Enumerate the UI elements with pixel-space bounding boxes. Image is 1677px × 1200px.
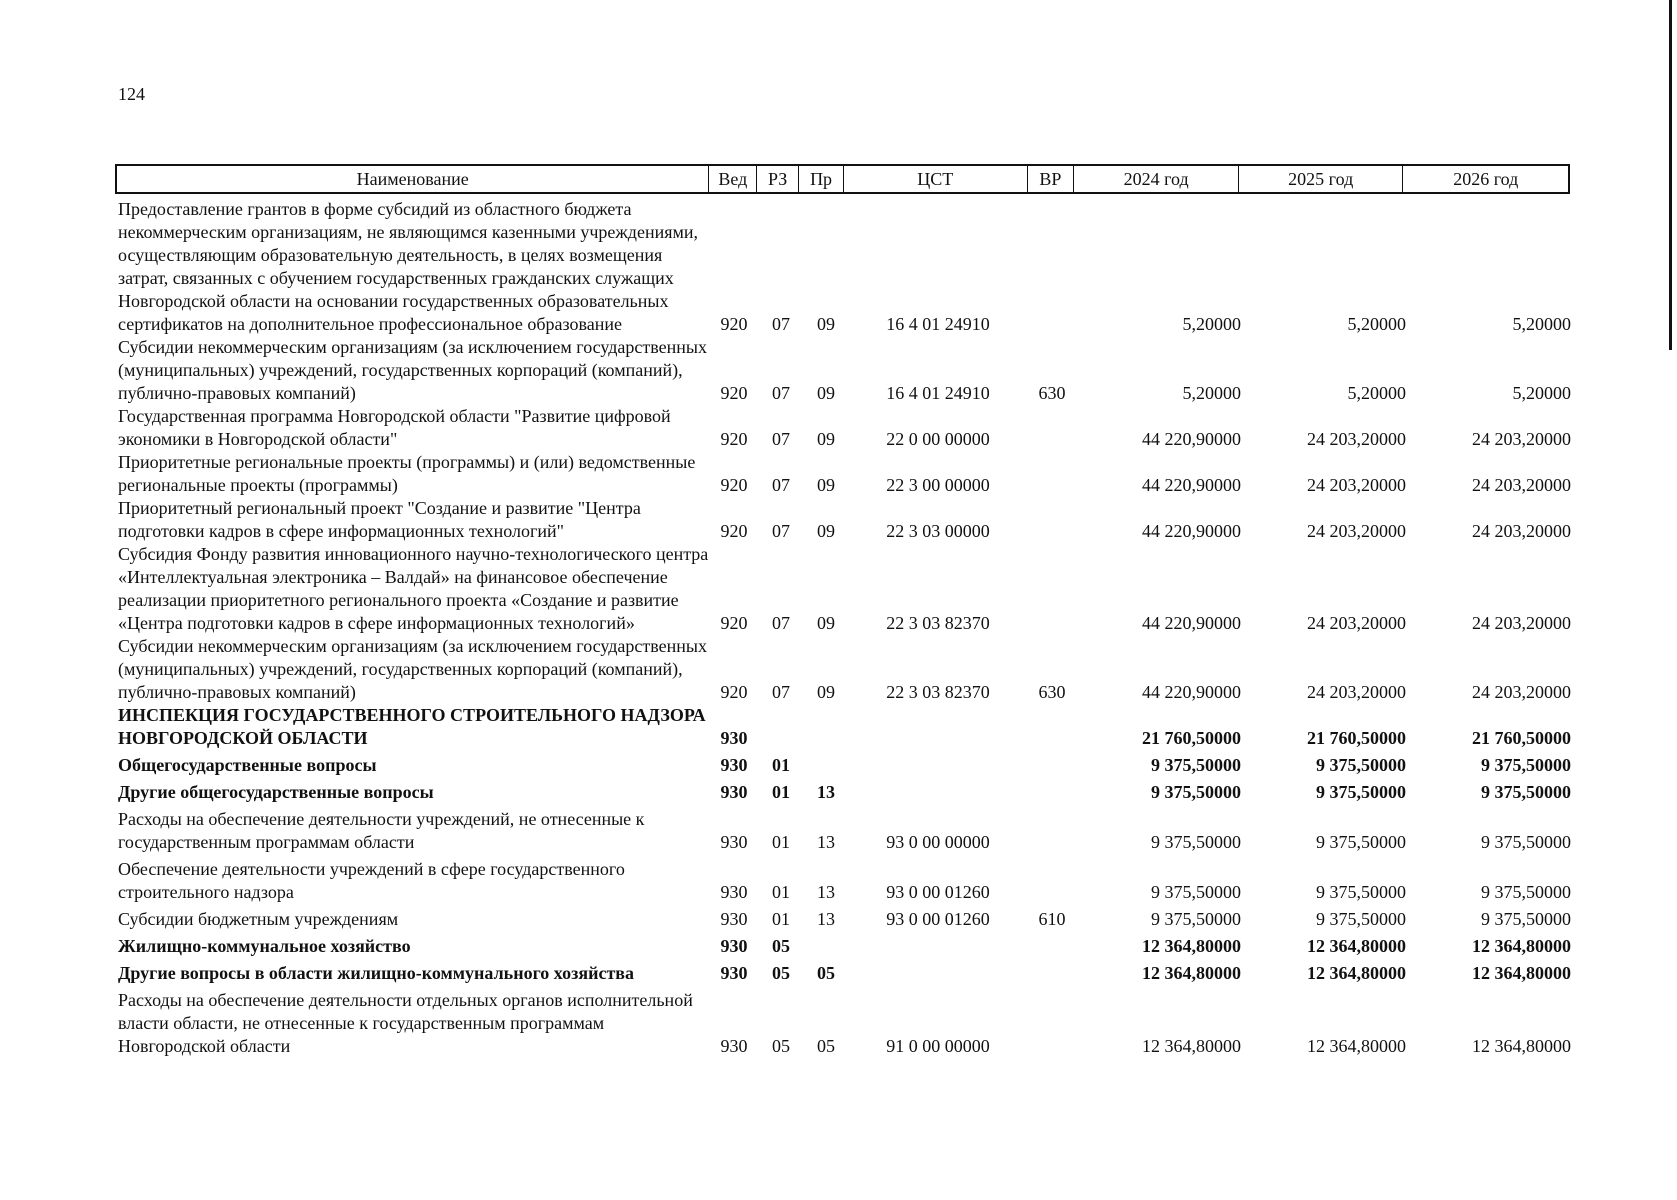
cell-rz: 01 bbox=[772, 782, 790, 802]
cell-pr: 05 bbox=[817, 1036, 835, 1056]
table-row bbox=[118, 704, 1578, 750]
cell-y2025: 24 203,20000 bbox=[1307, 429, 1406, 449]
cell-cst: 22 3 03 82370 bbox=[886, 682, 990, 702]
cell-ved: 920 bbox=[720, 475, 748, 495]
cell-rz: 07 bbox=[772, 682, 790, 702]
table-header bbox=[115, 164, 1570, 194]
header-ved: Вед bbox=[709, 166, 757, 192]
cell-name: Общегосударственные вопросы bbox=[118, 755, 377, 775]
cell-rz: 07 bbox=[772, 521, 790, 541]
table-row bbox=[118, 781, 1578, 804]
cell-cst: 16 4 01 24910 bbox=[886, 314, 990, 334]
table-row bbox=[118, 908, 1578, 931]
cell-y2026: 12 364,80000 bbox=[1472, 1036, 1571, 1056]
cell-pr: 09 bbox=[817, 383, 835, 403]
cell-y2024: 21 760,50000 bbox=[1142, 728, 1241, 748]
cell-rz: 01 bbox=[772, 832, 790, 852]
cell-vr: 630 bbox=[1038, 682, 1066, 702]
header-pr: Пр bbox=[799, 166, 844, 192]
cell-ved: 930 bbox=[720, 909, 748, 929]
cell-rz: 07 bbox=[772, 475, 790, 495]
cell-name: Субсидия Фонду развития инновационного научно-технологического центра «Интеллектуальная электроника – Валдай» на финансовое обеспечение реализации приоритетного регионального проекта «Создание и развитие «Центра подготовки кадров в сфере информационных технологий» bbox=[118, 544, 709, 633]
cell-y2025: 9 375,50000 bbox=[1316, 882, 1406, 902]
cell-y2024: 12 364,80000 bbox=[1142, 936, 1241, 956]
header-cst: ЦСТ bbox=[844, 166, 1028, 192]
cell-y2026: 24 203,20000 bbox=[1472, 475, 1571, 495]
cell-pr: 09 bbox=[817, 429, 835, 449]
cell-name: Обеспечение деятельности учреждений в сфере государственного строительного надзора bbox=[118, 859, 625, 902]
cell-pr: 13 bbox=[817, 882, 835, 902]
cell-y2024: 44 220,90000 bbox=[1142, 475, 1241, 495]
cell-y2026: 24 203,20000 bbox=[1472, 521, 1571, 541]
cell-name: Расходы на обеспечение деятельности учреждений, не отнесенные к государственным программам области bbox=[118, 809, 645, 852]
cell-y2024: 44 220,90000 bbox=[1142, 521, 1241, 541]
cell-y2025: 24 203,20000 bbox=[1307, 521, 1406, 541]
cell-cst: 93 0 00 00000 bbox=[886, 832, 990, 852]
cell-y2026: 5,20000 bbox=[1512, 383, 1571, 403]
cell-y2025: 24 203,20000 bbox=[1307, 475, 1406, 495]
cell-y2025: 9 375,50000 bbox=[1316, 909, 1406, 929]
cell-pr: 09 bbox=[817, 521, 835, 541]
cell-ved: 930 bbox=[720, 936, 748, 956]
table-body bbox=[118, 198, 1578, 1058]
cell-name: Жилищно-коммунальное хозяйство bbox=[118, 936, 411, 956]
cell-y2024: 44 220,90000 bbox=[1142, 429, 1241, 449]
table-row bbox=[118, 858, 1578, 904]
cell-y2025: 12 364,80000 bbox=[1307, 963, 1406, 983]
cell-pr: 13 bbox=[817, 782, 835, 802]
cell-y2026: 12 364,80000 bbox=[1472, 936, 1571, 956]
cell-ved: 920 bbox=[720, 682, 748, 702]
cell-y2024: 12 364,80000 bbox=[1142, 963, 1241, 983]
cell-cst: 22 3 00 00000 bbox=[886, 475, 990, 495]
cell-pr: 05 bbox=[817, 963, 835, 983]
cell-rz: 05 bbox=[772, 1036, 790, 1056]
header-rz: РЗ bbox=[757, 166, 799, 192]
cell-y2024: 44 220,90000 bbox=[1142, 682, 1241, 702]
cell-y2026: 24 203,20000 bbox=[1472, 682, 1571, 702]
table-row bbox=[118, 451, 1578, 497]
cell-y2024: 9 375,50000 bbox=[1151, 755, 1241, 775]
cell-ved: 920 bbox=[720, 314, 748, 334]
cell-pr: 09 bbox=[817, 475, 835, 495]
cell-y2024: 5,20000 bbox=[1182, 314, 1241, 334]
cell-pr: 09 bbox=[817, 314, 835, 334]
header-2025: 2025 год bbox=[1239, 166, 1404, 192]
cell-cst: 16 4 01 24910 bbox=[886, 383, 990, 403]
header-2024: 2024 год bbox=[1074, 166, 1239, 192]
cell-y2026: 9 375,50000 bbox=[1481, 782, 1571, 802]
cell-y2025: 5,20000 bbox=[1347, 383, 1406, 403]
cell-y2025: 24 203,20000 bbox=[1307, 613, 1406, 633]
cell-y2024: 9 375,50000 bbox=[1151, 832, 1241, 852]
cell-vr: 610 bbox=[1038, 909, 1066, 929]
cell-cst: 91 0 00 00000 bbox=[886, 1036, 990, 1056]
table-row bbox=[118, 754, 1578, 777]
table-row bbox=[118, 336, 1578, 405]
cell-y2025: 24 203,20000 bbox=[1307, 682, 1406, 702]
cell-y2026: 24 203,20000 bbox=[1472, 429, 1571, 449]
cell-y2025: 5,20000 bbox=[1347, 314, 1406, 334]
cell-ved: 920 bbox=[720, 383, 748, 403]
cell-name: Субсидии некоммерческим организациям (за исключением государственных (муниципальных) учреждений, государственных корпораций (компаний), публично-правовых компаний) bbox=[118, 636, 708, 702]
cell-name: Другие вопросы в области жилищно-коммунального хозяйства bbox=[118, 963, 635, 983]
cell-cst: 22 3 03 82370 bbox=[886, 613, 990, 633]
cell-rz: 07 bbox=[772, 429, 790, 449]
cell-cst: 22 3 03 00000 bbox=[886, 521, 990, 541]
cell-y2024: 9 375,50000 bbox=[1151, 882, 1241, 902]
cell-ved: 930 bbox=[720, 963, 748, 983]
page-number: 124 bbox=[118, 84, 145, 104]
cell-pr: 09 bbox=[817, 613, 835, 633]
cell-rz: 07 bbox=[772, 613, 790, 633]
cell-ved: 930 bbox=[720, 755, 748, 775]
cell-name: Государственная программа Новгородской области "Развитие цифровой экономики в Новгородской области" bbox=[118, 406, 671, 449]
cell-y2024: 9 375,50000 bbox=[1151, 909, 1241, 929]
cell-ved: 920 bbox=[720, 521, 748, 541]
cell-y2026: 9 375,50000 bbox=[1481, 882, 1571, 902]
cell-cst: 93 0 00 01260 bbox=[886, 882, 990, 902]
cell-ved: 930 bbox=[720, 832, 748, 852]
cell-pr: 09 bbox=[817, 682, 835, 702]
cell-y2024: 12 364,80000 bbox=[1142, 1036, 1241, 1056]
cell-ved: 930 bbox=[720, 728, 748, 748]
cell-y2025: 12 364,80000 bbox=[1307, 1036, 1406, 1056]
cell-rz: 01 bbox=[772, 755, 790, 775]
cell-y2026: 5,20000 bbox=[1512, 314, 1571, 334]
cell-rz: 01 bbox=[772, 882, 790, 902]
cell-rz: 07 bbox=[772, 383, 790, 403]
cell-name: Приоритетные региональные проекты (программы) и (или) ведомственные региональные проекты (программы) bbox=[118, 452, 696, 495]
table-row bbox=[118, 497, 1578, 543]
cell-name: Расходы на обеспечение деятельности отдельных органов исполнительной власти области, не отнесенные к государственным программам Новгородской области bbox=[118, 990, 693, 1056]
table-row bbox=[118, 405, 1578, 451]
cell-y2025: 21 760,50000 bbox=[1307, 728, 1406, 748]
cell-y2026: 9 375,50000 bbox=[1481, 832, 1571, 852]
cell-y2024: 44 220,90000 bbox=[1142, 613, 1241, 633]
table-row bbox=[118, 989, 1578, 1058]
cell-name: Субсидии некоммерческим организациям (за исключением государственных (муниципальных) учреждений, государственных корпораций (компаний), публично-правовых компаний) bbox=[118, 337, 708, 403]
table-row bbox=[118, 808, 1578, 854]
header-2026: 2026 год bbox=[1453, 168, 1519, 189]
cell-pr: 13 bbox=[817, 832, 835, 852]
table-row bbox=[118, 635, 1578, 704]
scan-edge-line bbox=[1669, 0, 1672, 350]
table-row bbox=[118, 198, 1578, 336]
cell-y2026: 9 375,50000 bbox=[1481, 909, 1571, 929]
cell-y2026: 24 203,20000 bbox=[1472, 613, 1571, 633]
cell-ved: 920 bbox=[720, 429, 748, 449]
table-row bbox=[118, 543, 1578, 635]
cell-y2026: 12 364,80000 bbox=[1472, 963, 1571, 983]
cell-y2025: 12 364,80000 bbox=[1307, 936, 1406, 956]
cell-y2024: 5,20000 bbox=[1182, 383, 1241, 403]
cell-ved: 930 bbox=[720, 782, 748, 802]
cell-y2024: 9 375,50000 bbox=[1151, 782, 1241, 802]
cell-y2025: 9 375,50000 bbox=[1316, 782, 1406, 802]
cell-rz: 05 bbox=[772, 936, 790, 956]
cell-ved: 930 bbox=[720, 1036, 748, 1056]
cell-ved: 930 bbox=[720, 882, 748, 902]
table-row bbox=[118, 962, 1578, 985]
cell-name: Приоритетный региональный проект "Создание и развитие "Центра подготовки кадров в сфере информационных технологий" bbox=[118, 498, 641, 541]
cell-y2026: 9 375,50000 bbox=[1481, 755, 1571, 775]
cell-cst: 93 0 00 01260 bbox=[886, 909, 990, 929]
cell-name: Субсидии бюджетным учреждениям bbox=[118, 909, 399, 929]
header-vr: ВР bbox=[1028, 166, 1075, 192]
cell-cst: 22 0 00 00000 bbox=[886, 429, 990, 449]
cell-rz: 05 bbox=[772, 963, 790, 983]
cell-name: ИНСПЕКЦИЯ ГОСУДАРСТВЕННОГО СТРОИТЕЛЬНОГО НАДЗОРА НОВГОРОДСКОЙ ОБЛАСТИ bbox=[118, 705, 706, 748]
header-name: Наименование bbox=[117, 166, 709, 192]
table-row bbox=[118, 935, 1578, 958]
cell-y2025: 9 375,50000 bbox=[1316, 755, 1406, 775]
cell-y2026: 21 760,50000 bbox=[1472, 728, 1571, 748]
cell-vr: 630 bbox=[1038, 383, 1066, 403]
cell-rz: 01 bbox=[772, 909, 790, 929]
cell-ved: 920 bbox=[720, 613, 748, 633]
cell-name: Предоставление грантов в форме субсидий из областного бюджета некоммерческим организациям, не являющимся казенными учреждениями, осуществляющим образовательную деятельность, в целях возмещения затрат, связанных с обучением государственных гражданских служащих Новгородской области на основании государственных образовательных сертификатов на дополнительное профессиональное образование bbox=[118, 199, 699, 334]
cell-name: Другие общегосударственные вопросы bbox=[118, 782, 434, 802]
cell-y2025: 9 375,50000 bbox=[1316, 832, 1406, 852]
cell-rz: 07 bbox=[772, 314, 790, 334]
cell-pr: 13 bbox=[817, 909, 835, 929]
